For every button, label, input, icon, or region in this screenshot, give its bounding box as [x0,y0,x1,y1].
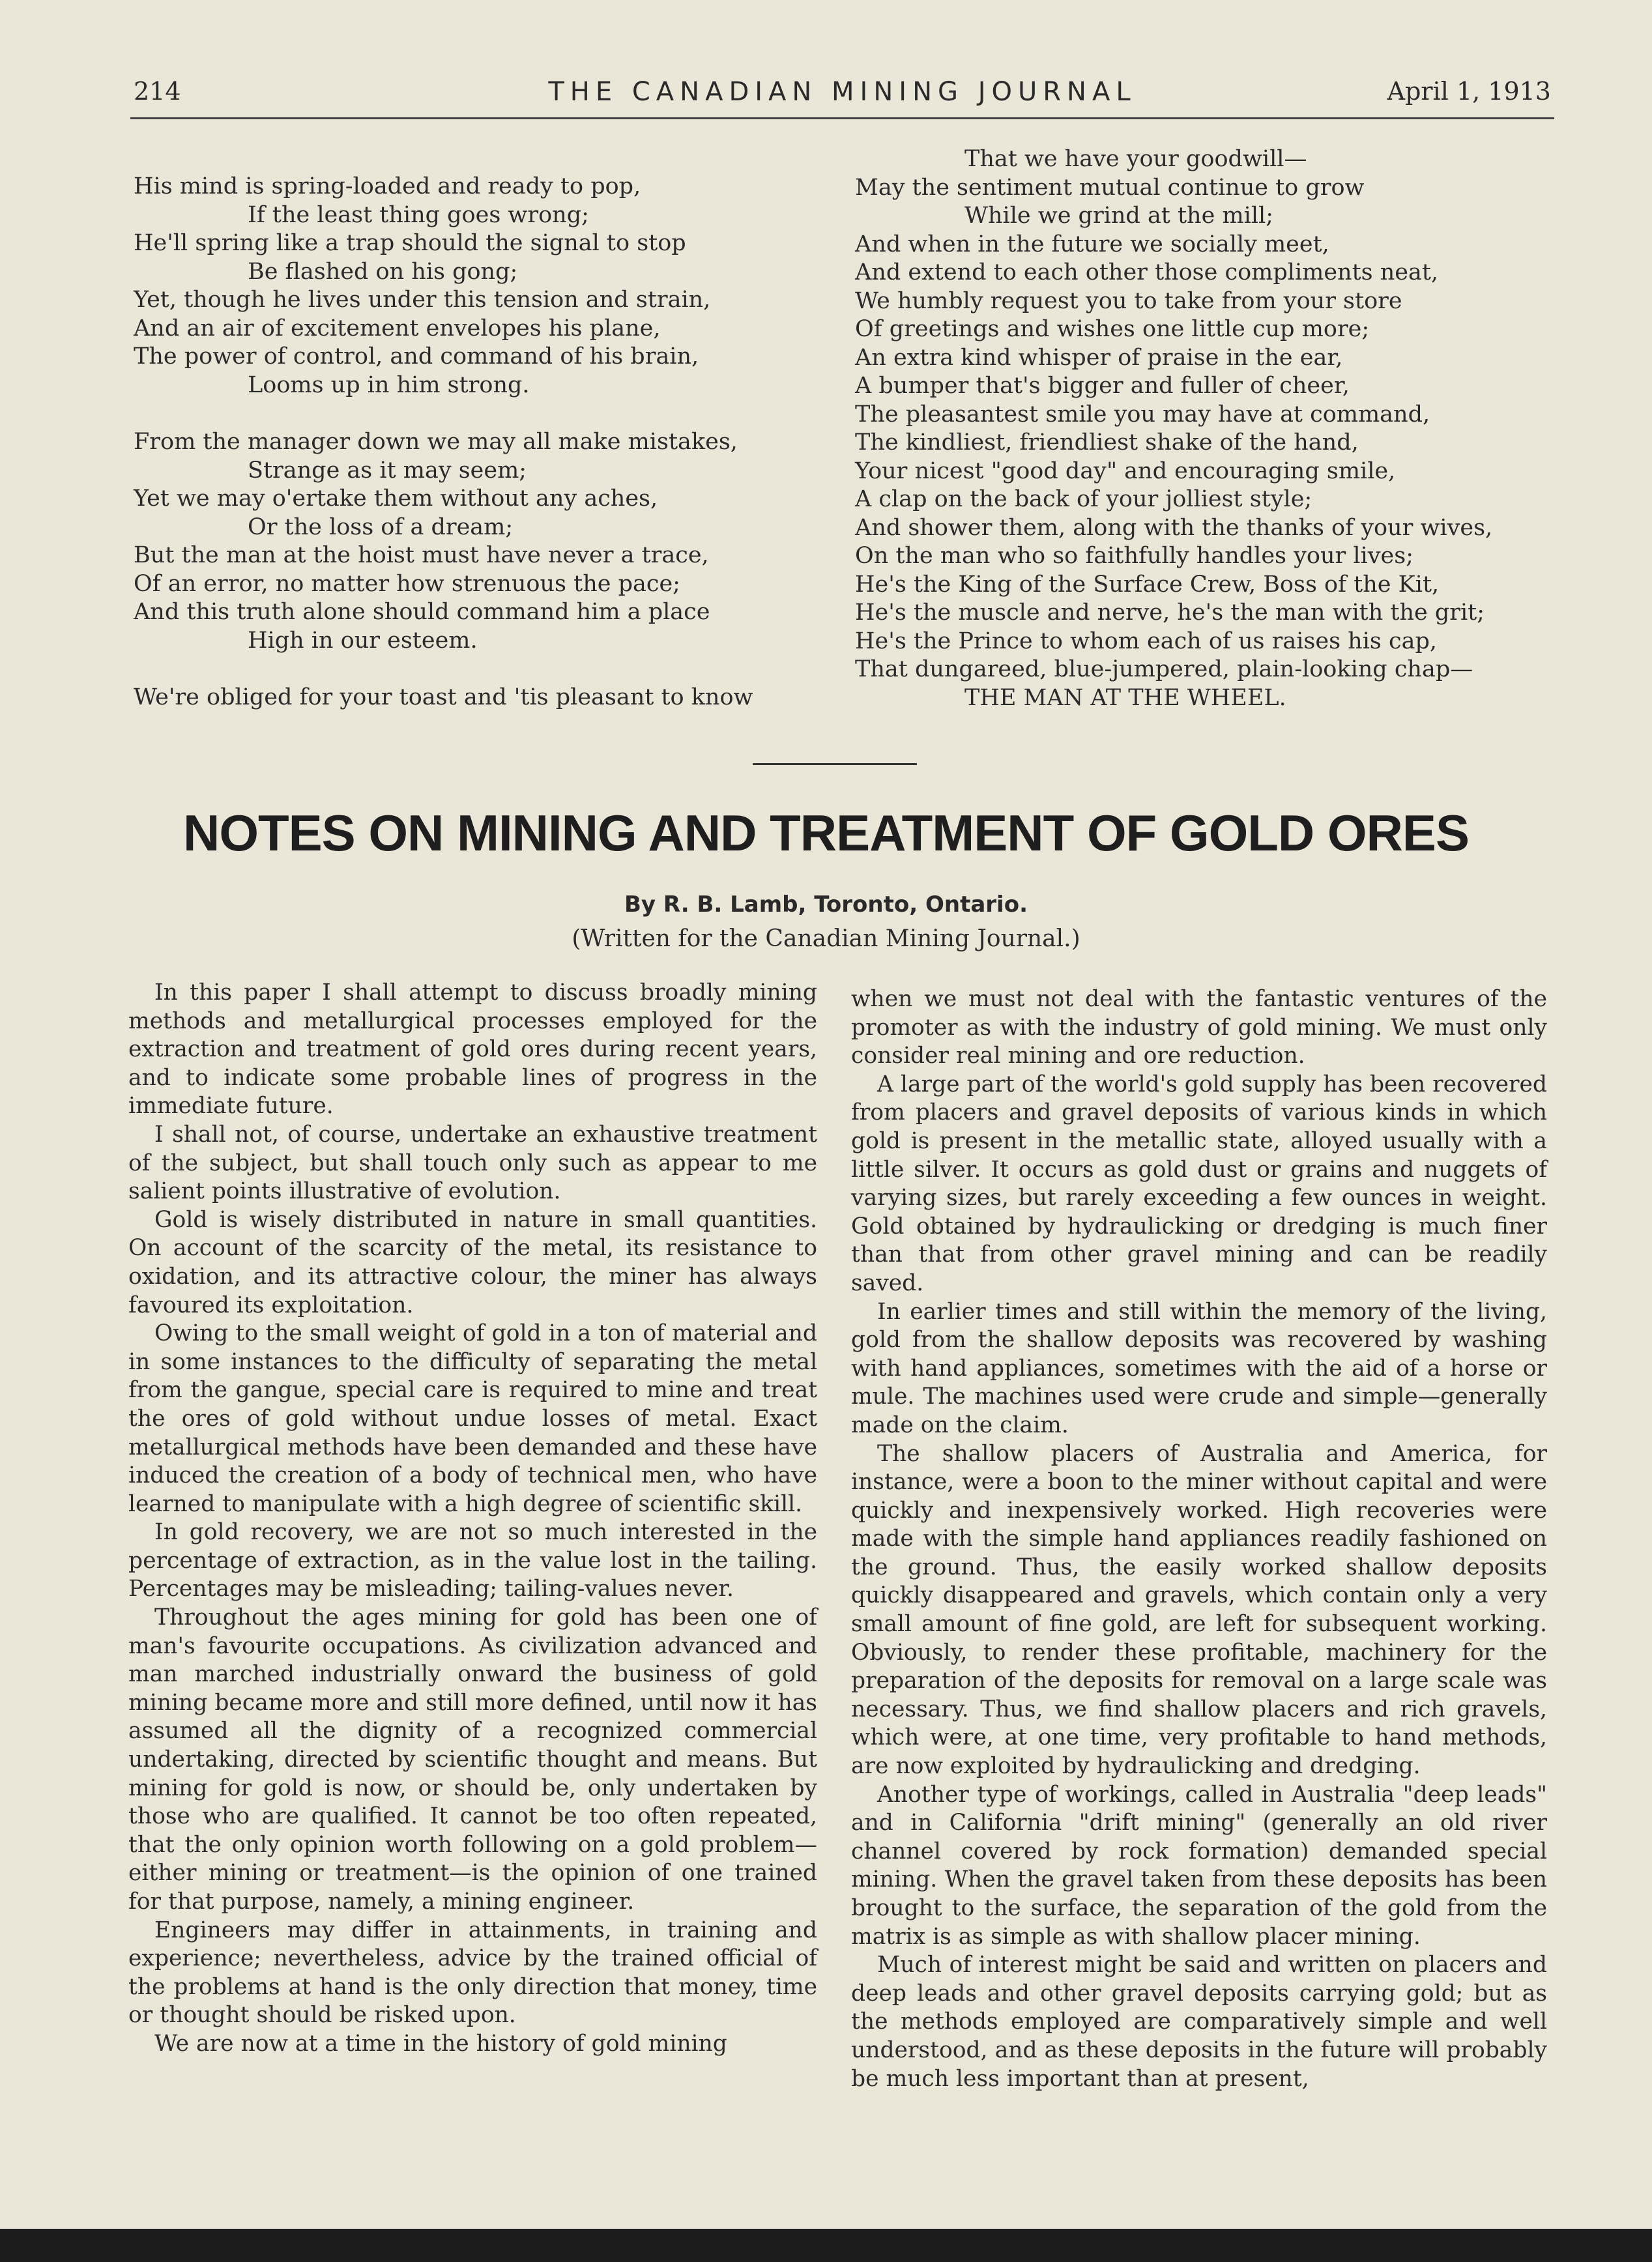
poem-line: The pleasantest smile you may have at command, [855,401,1430,428]
poem-refrain: THE MAN AT THE WHEEL. [964,684,1286,711]
article-left-column [128,979,817,2059]
poem-line: That we have your goodwill— [964,146,1307,172]
poem-line: Or the loss of a dream; [248,514,514,540]
poem-line: While we grind at the mill; [964,203,1274,229]
article-paragraph: We are now at a time in the history of gold mining [154,2030,727,2057]
article-paragraph: In earlier times and still within the memory of the living, gold from the shallow deposits was recovered by washing with hand appliances, sometimes with the aid of a horse or mule. The machines used were crude and simple—generally made on the claim. [851,1298,1547,1438]
poem-line: Of an error, no matter how strenuous the pace; [134,570,680,597]
poem-line: And shower them, along with the thanks of your wives, [855,514,1493,541]
journal-title: THE CANADIAN MINING JOURNAL [548,77,1137,107]
poem-line: If the least thing goes wrong; [248,201,589,228]
article-paragraph: Much of interest might be said and written on placers and deep leads and other gravel deposits carrying gold; but as the methods employed are comparatively simple and well understood, and as these deposits in the future will probably be much less important than at present, [851,1952,1547,2092]
poem-line: An extra kind whisper of praise in the ear, [855,344,1343,371]
poem-line: The power of control, and command of his brain, [134,343,699,370]
poem-line: He's the King of the Surface Crew, Boss of the Kit, [855,571,1440,598]
article-right-column [851,985,1547,2093]
poem-line: Of greetings and wishes one little cup more; [855,316,1370,342]
poem-line: Be flashed on his gong; [248,258,518,285]
poem-stanza [134,428,837,655]
poem-line: A bumper that's bigger and fuller of cheer, [855,373,1350,399]
poem-line: He's the Prince to whom each of us raises his cap, [855,628,1437,654]
article-paragraph: Owing to the small weight of gold in a ton of material and in some instances to the difficulty of separating the metal from the gangue, special care is required to mine and treat the ores of gold without undue losses of metal. Exact metallurgical methods have been demanded and these have induced the creation of a body of technical men, who have learned to manipulate with a high degree of scientific skill. [128,1320,817,1517]
article-paragraph: The shallow placers of Australia and America, for instance, were a boon to the miner without capital and were quickly and inexpensively worked. High recoveries were made with the simple hand appliances readily fashioned on the ground. Thus, the easily worked shallow deposits quickly disappeared and gravels, which contain only a very small amount of fine gold, are left for subsequent working. Obviously, to render these profitable, machinery for the preparation of the deposits for removal on a large scale was necessary. Thus, we find shallow placers and rich gravels, which were, at one time, very profitable to hand methods, are now exploited by hydraulicking and dredging. [851,1440,1547,1780]
running-header [134,77,1551,116]
poem-line: And an air of excitement envelopes his plane, [134,315,661,341]
poem-line: He's the muscle and nerve, he's the man with the grit; [855,600,1485,626]
poem-line: From the manager down we may all make mistakes, [134,429,738,455]
header-rule [130,117,1554,119]
poem-line: On the man who so faithfully handles your lives; [855,543,1414,569]
article-title: NOTES ON MINING AND TREATMENT OF GOLD ORES [183,804,1469,862]
article-paragraph: In gold recovery, we are not so much interested in the percentage of extraction, as in the value lost in the tailing. Percentages may be misleading; tailing-values never. [128,1519,817,1602]
poem-line: He'll spring like a trap should the signal to stop [134,230,686,256]
article-note: (Written for the Canadian Mining Journal.) [572,925,1080,952]
poem-line: Yet we may o'ertake them without any aches, [134,486,658,512]
poem-left-column [134,173,837,741]
issue-date: April 1, 1913 [1387,77,1551,106]
article-paragraph: A large part of the world's gold supply has been recovered from placers and gravel deposits of various kinds in which gold is present in the metallic state, alloyed usually with a little silver. It occurs as gold dust or grains and nuggets of varying sizes, but rarely exceeding a few ounces in weight. Gold obtained by hydraulicking or dredging is much finer than that from other gravel mining and can be readily saved. [851,1071,1547,1296]
article-paragraph: Throughout the ages mining for gold has been one of man's favourite occupations. As civilization advanced and man marched industrially onward the business of gold mining became more and still more defined, until now it has assumed all the dignity of a recognized commercial undertaking, directed by scientific thought and means. But mining for gold is now, or should be, only undertaken by those who are qualified. It cannot be too often repeated, that the only opinion worth following on a gold problem—either mining or treatment—is the opinion of one trained for that purpose, namely, a mining engineer. [128,1604,817,1915]
poem-line: That dungareed, blue-jumpered, plain-looking chap— [855,656,1473,682]
poem-line: And extend to each other those compliments neat, [855,259,1439,285]
poem-line: His mind is spring-loaded and ready to pop, [134,173,641,199]
poem-line: We humbly request you to take from your store [855,287,1402,314]
poem-line: Looms up in him strong. [248,371,530,398]
poem-line: A clap on the back of your jolliest style; [855,486,1312,512]
poem-line: The kindliest, friendliest shake of the hand, [855,429,1359,456]
poem-line: May the sentiment mutual continue to grow [855,174,1365,201]
poem-right-column [855,145,1578,712]
article-paragraph: In this paper I shall attempt to discuss broadly mining methods and metallurgical processes employed for the extraction and treatment of gold ores during recent years, and to indicate some probable lines of progress in the immediate future. [128,979,817,1120]
article-paragraph: Engineers may differ in attainments, in training and experience; nevertheless, advice by the trained official of the problems at hand is the only direction that money, time or thought should be risked upon. [128,1917,817,2029]
poem-stanza [134,173,837,399]
poem-line: But the man at the hoist must have never a trace, [134,542,709,568]
poem-line: Strange as it may seem; [248,457,527,484]
page-number: 214 [134,77,181,106]
poem-line: We're obliged for your toast and 'tis pleasant to know [134,684,753,710]
article-paragraph: Another type of workings, called in Australia "deep leads" and in California "drift mining" (generally an old river channel covered by rock formation) demanded special mining. When the gravel taken from these deposits has been brought to the surface, the separation of the gold from the matrix is as simple as with shallow placer mining. [851,1781,1547,1950]
article-paragraph: when we must not deal with the fantastic ventures of the promoter as with the industry of gold mining. We must only consider real mining and ore reduction. [851,986,1547,1069]
article-paragraph: Gold is wisely distributed in nature in small quantities. On account of the scarcity of the metal, its resistance to oxidation, and its attractive colour, the miner has always favoured its exploitation. [128,1206,817,1318]
section-divider [753,763,917,765]
poem-line: Yet, though he lives under this tension and strain, [134,287,711,313]
poem-line: And when in the future we socially meet, [855,231,1329,257]
poem-line: Your nicest "good day" and encouraging smile, [855,457,1396,484]
scan-border [0,2229,1652,2262]
article-paragraph: I shall not, of course, undertake an exhaustive treatment of the subject, but shall touch only such as appear to me salient points illustrative of evolution. [128,1121,817,1205]
poem-line: High in our esteem. [248,627,478,654]
article-byline: By R. B. Lamb, Toronto, Ontario. [624,892,1028,918]
poem-line: And this truth alone should command him a place [134,599,710,625]
poem-stanza [134,684,837,712]
